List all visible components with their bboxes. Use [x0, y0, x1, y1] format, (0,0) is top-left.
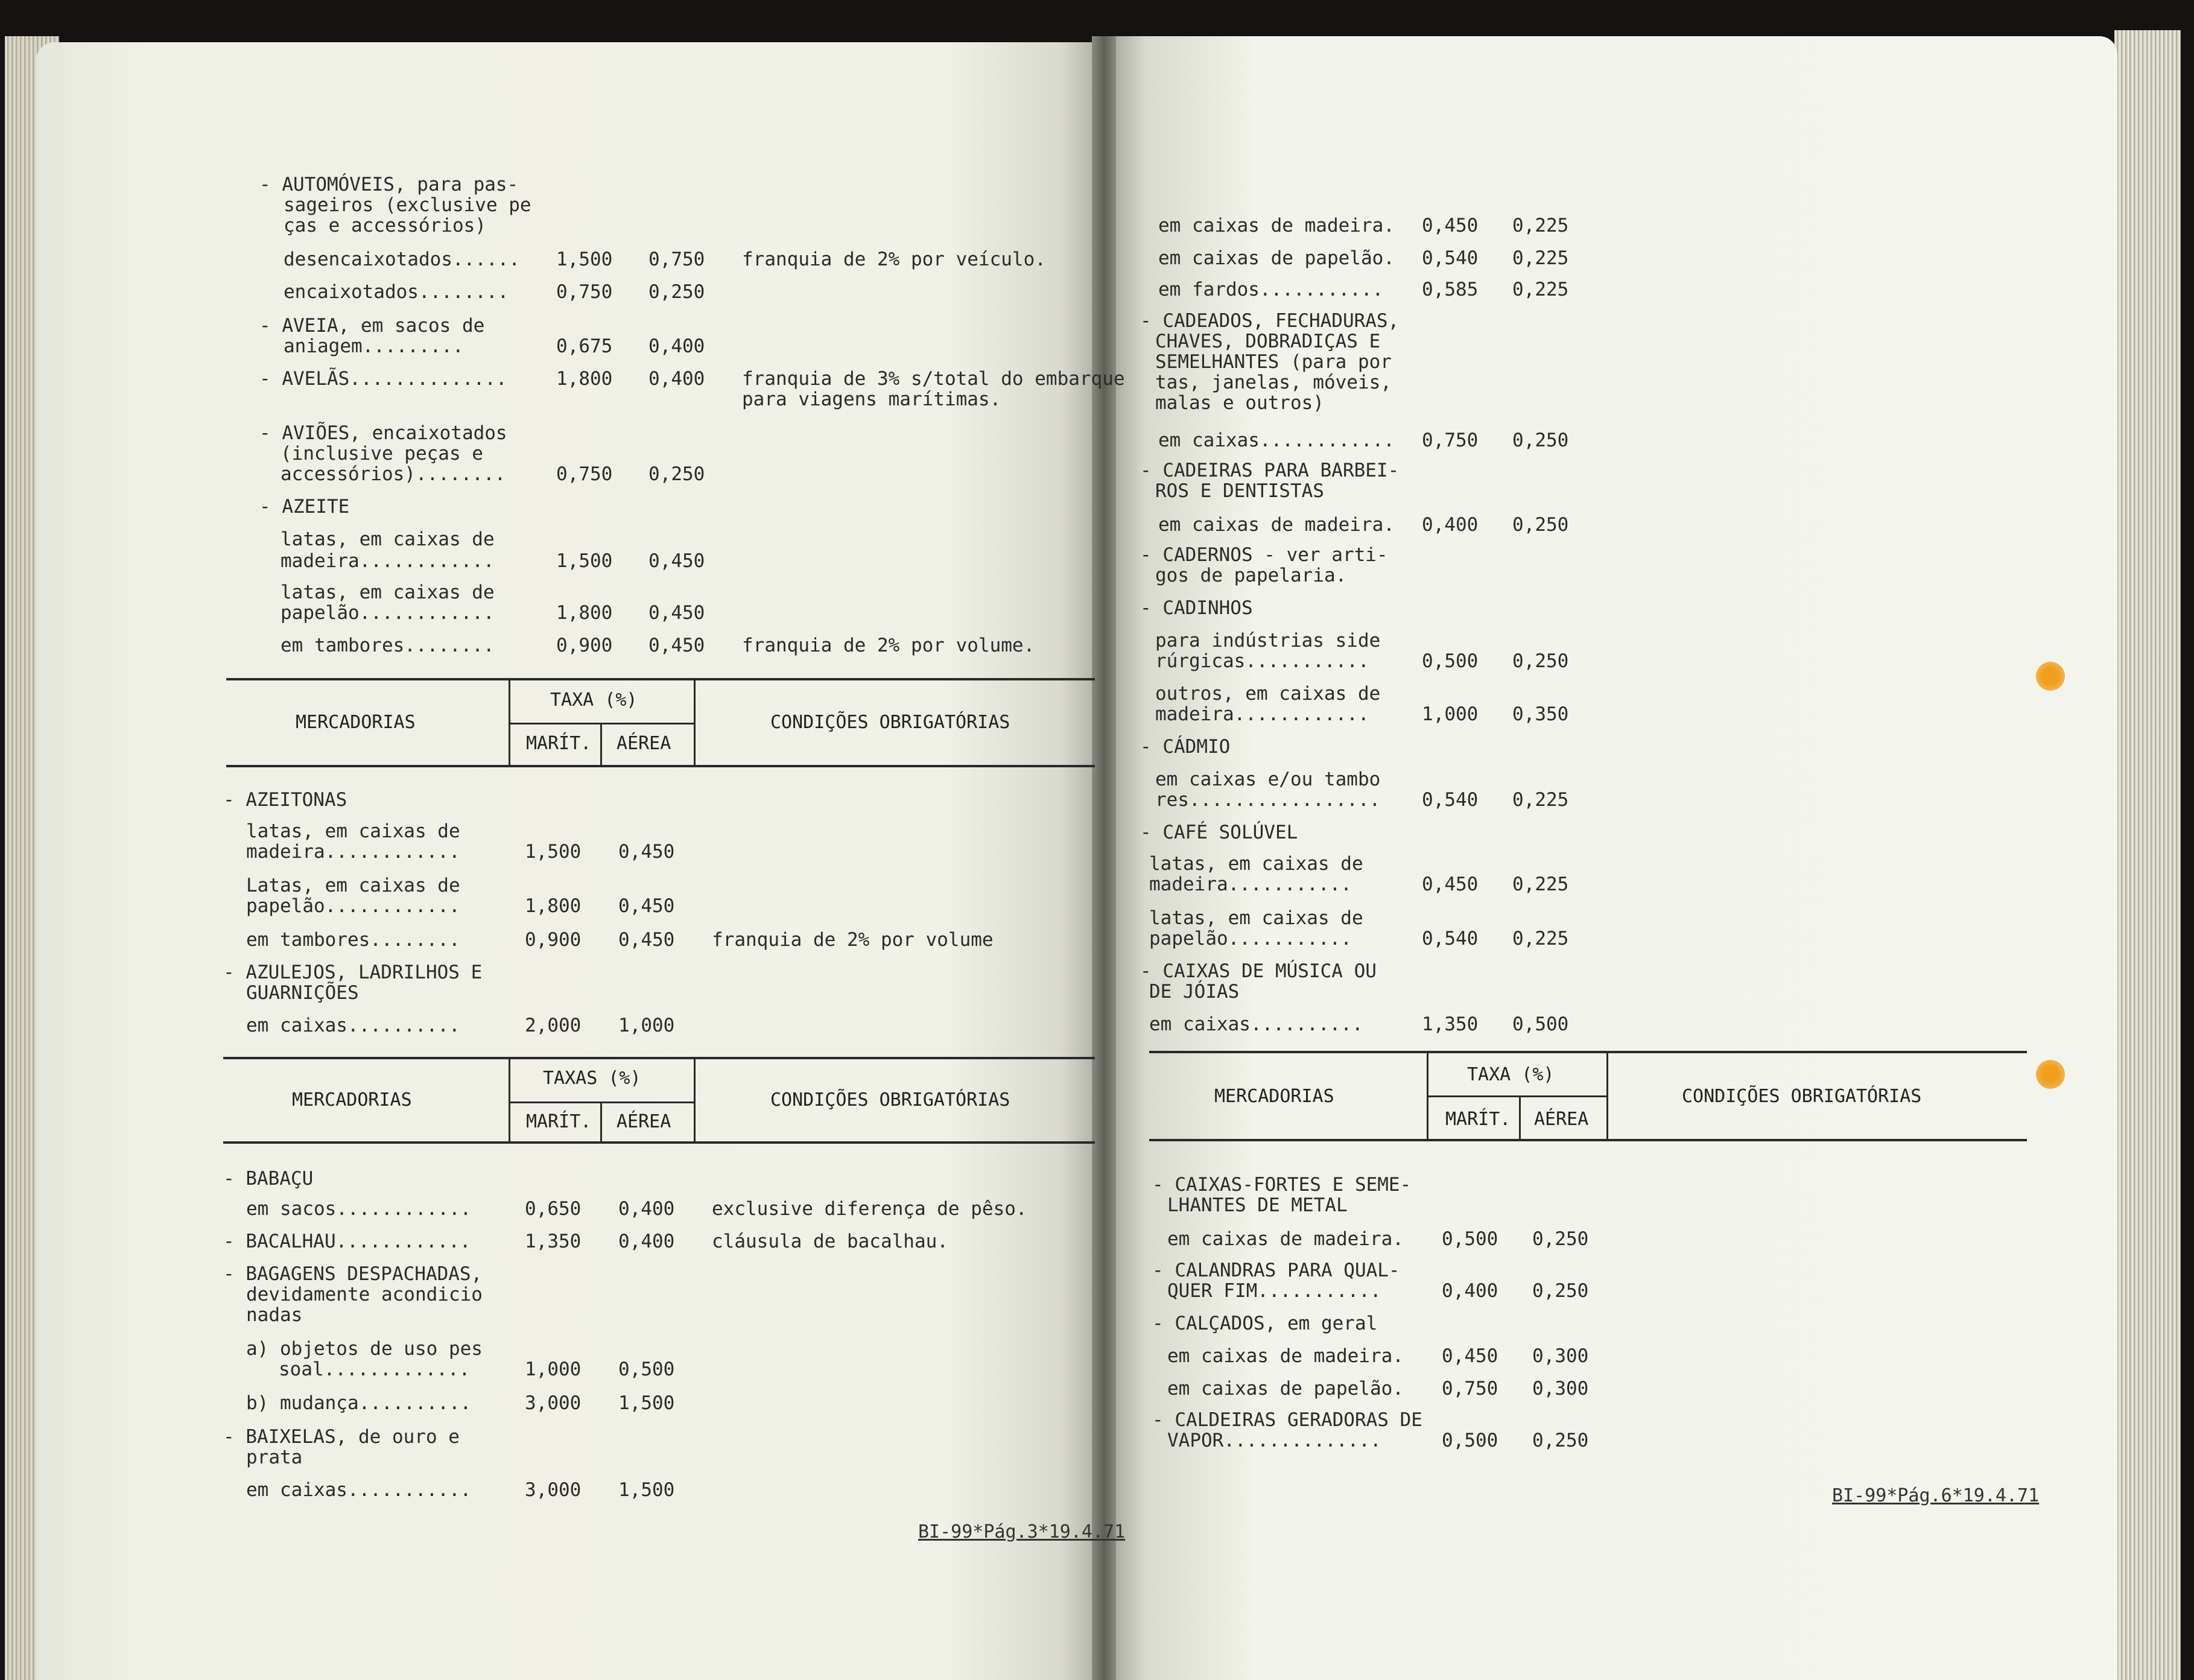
item-text: - AUTOMÓVEIS, para pas-	[259, 174, 519, 195]
item-rate-marit: 0,650	[525, 1198, 582, 1220]
item-rate-aerea: 0,225	[1512, 279, 1569, 300]
item-rate-marit: 1,000	[1422, 703, 1479, 725]
item-text: - AVIÕES, encaixotados	[259, 422, 507, 444]
item-text: - AVEIA, em sacos de	[259, 315, 485, 337]
item-text: papelão............	[281, 602, 495, 624]
item-rate-aerea: 0,225	[1512, 215, 1569, 236]
item-text: em caixas de papelão.	[1167, 1378, 1404, 1399]
item-text: - BAIXELAS, de ouro e	[223, 1426, 460, 1448]
item-text: - CADEIRAS PARA BARBEI-	[1140, 460, 1400, 481]
header-mercadorias: MERCADORIAS	[292, 1089, 412, 1111]
item-rate-marit: 0,750	[556, 281, 613, 303]
item-text: em sacos............	[246, 1198, 472, 1220]
item-text: outros, em caixas de	[1155, 683, 1381, 705]
right-page-edges	[2114, 30, 2181, 1680]
item-text: - CADINHOS	[1140, 597, 1253, 619]
item-rate-aerea: 0,250	[1532, 1430, 1589, 1451]
header-marit: MARÍT.	[1445, 1109, 1511, 1130]
item-text: em tambores........	[281, 635, 495, 656]
item-rate-aerea: 0,400	[648, 335, 705, 357]
item-text: latas, em caixas de	[281, 528, 495, 550]
item-text: para indústrias side	[1155, 630, 1381, 651]
item-rate-marit: 3,000	[525, 1392, 582, 1414]
item-rate-marit: 2,000	[525, 1015, 582, 1036]
item-text: em caixas..........	[246, 1015, 460, 1036]
item-text: ROS E DENTISTAS	[1155, 480, 1324, 502]
item-text: b) mudança..........	[246, 1392, 472, 1414]
item-rate-marit: 1,350	[525, 1231, 582, 1252]
header-condicoes: CONDIÇÕES OBRIGATÓRIAS	[770, 1089, 1010, 1111]
header-aerea: AÉREA	[617, 1111, 671, 1132]
item-rate-aerea: 1,500	[618, 1479, 675, 1501]
item-text: em caixas de madeira.	[1167, 1345, 1404, 1367]
item-rate-marit: 0,540	[1422, 247, 1479, 269]
header-taxa: TAXA (%)	[1467, 1064, 1555, 1085]
item-text: - CAIXAS-FORTES E SEME-	[1152, 1174, 1412, 1196]
item-text: em caixas de papelão.	[1158, 247, 1395, 269]
item-rate-marit: 0,540	[1422, 789, 1479, 811]
item-rate-marit: 0,675	[556, 335, 613, 357]
orange-stain	[2036, 662, 2065, 691]
item-rate-marit: 0,500	[1442, 1430, 1498, 1451]
item-rate-marit: 0,500	[1422, 650, 1479, 672]
item-text: - AVELÃS..............	[259, 368, 507, 390]
item-rate-aerea: 0,250	[1532, 1228, 1589, 1250]
item-rate-marit: 1,500	[556, 249, 613, 270]
item-text: res.................	[1155, 789, 1381, 811]
item-text: a) objetos de uso pes	[246, 1338, 483, 1360]
item-text: encaixotados........	[284, 281, 509, 303]
item-rate-marit: 0,900	[556, 635, 613, 656]
item-text: - CADERNOS - ver arti-	[1140, 544, 1388, 566]
item-rate-marit: 0,750	[1422, 430, 1479, 451]
item-rate-aerea: 1,000	[618, 1015, 675, 1036]
item-text: GUARNIÇÕES	[246, 982, 359, 1004]
item-text: VAPOR..............	[1167, 1430, 1381, 1451]
item-text: papelão............	[246, 895, 460, 917]
item-text: latas, em caixas de	[246, 820, 460, 842]
item-rate-marit: 0,900	[525, 929, 582, 951]
item-rate-aerea: 0,500	[618, 1358, 675, 1380]
header-condicoes: CONDIÇÕES OBRIGATÓRIAS	[770, 712, 1010, 733]
item-rate-marit: 1,800	[556, 602, 613, 624]
item-text: tas, janelas, móveis,	[1155, 372, 1392, 393]
orange-stain	[2036, 1060, 2065, 1089]
item-rate-aerea: 0,250	[648, 281, 705, 303]
item-text: - CÁDMIO	[1140, 736, 1231, 758]
item-text: em caixas..........	[1149, 1013, 1363, 1035]
item-text: aniagem.........	[284, 335, 464, 357]
item-text: SEMELHANTES (para por	[1155, 351, 1392, 373]
item-text: LHANTES DE METAL	[1167, 1194, 1348, 1216]
item-text: nadas	[246, 1304, 303, 1326]
book-spine	[1092, 36, 1116, 1680]
item-rate-aerea: 0,250	[648, 463, 705, 485]
item-text: - BACALHAU............	[223, 1231, 471, 1252]
header-mercadorias: MERCADORIAS	[296, 712, 416, 733]
item-text: - BABAÇU	[223, 1168, 314, 1190]
item-text: devidamente acondicio	[246, 1284, 483, 1305]
item-rate-marit: 1,500	[525, 841, 582, 863]
item-rate-marit: 0,540	[1422, 928, 1479, 949]
item-text: madeira............	[1155, 703, 1369, 725]
item-text: madeira............	[281, 550, 495, 572]
item-text: Latas, em caixas de	[246, 875, 460, 896]
header-condicoes: CONDIÇÕES OBRIGATÓRIAS	[1682, 1086, 1922, 1107]
item-text: madeira...........	[1149, 873, 1352, 895]
item-text: prata	[246, 1447, 303, 1468]
item-rate-marit: 3,000	[525, 1479, 582, 1501]
item-rate-aerea: 0,225	[1512, 928, 1569, 949]
item-rate-marit: 0,500	[1442, 1228, 1498, 1250]
item-text: - AZEITONAS	[223, 789, 347, 811]
item-text: em caixas............	[1158, 430, 1395, 451]
item-text: - CADEADOS, FECHADURAS,	[1140, 310, 1400, 332]
item-rate-aerea: 0,500	[1512, 1013, 1569, 1035]
item-rate-marit: 0,450	[1422, 873, 1479, 895]
item-text: latas, em caixas de	[1149, 853, 1363, 875]
item-rate-marit: 0,400	[1442, 1280, 1498, 1302]
item-text: em tambores........	[246, 929, 460, 951]
item-text: latas, em caixas de	[1149, 907, 1363, 929]
item-rate-marit: 1,000	[525, 1358, 582, 1380]
item-condition: franquia de 2% por veículo.	[742, 249, 1046, 270]
item-rate-aerea: 0,750	[648, 249, 705, 270]
item-text: - AZEITE	[259, 496, 350, 518]
page-footer-left: BI-99*Pág.3*19.4.71	[918, 1521, 1126, 1542]
item-text: em caixas de madeira.	[1158, 514, 1395, 536]
item-rate-aerea: 0,350	[1512, 703, 1569, 725]
header-aerea: AÉREA	[1534, 1109, 1589, 1130]
item-text: sageiros (exclusive pe	[284, 194, 531, 216]
item-text: accessórios)........	[281, 463, 506, 485]
item-rate-aerea: 0,250	[1532, 1280, 1589, 1302]
item-rate-aerea: 0,450	[648, 550, 705, 572]
header-taxa: TAXAS (%)	[543, 1068, 641, 1089]
item-condition: para viagens marítimas.	[742, 388, 1001, 410]
header-marit: MARÍT.	[526, 733, 592, 754]
item-text: - BAGAGENS DESPACHADAS,	[223, 1263, 483, 1285]
item-text: gos de papelaria.	[1155, 565, 1347, 586]
item-text: (inclusive peças e	[281, 443, 483, 464]
item-text: em caixas...........	[246, 1479, 472, 1501]
item-rate-marit: 0,750	[556, 463, 613, 485]
item-rate-aerea: 0,450	[618, 929, 675, 951]
header-aerea: AÉREA	[617, 733, 671, 754]
item-condition: franquia de 3% s/total do embarque	[742, 368, 1125, 390]
item-rate-aerea: 0,400	[618, 1231, 675, 1252]
item-rate-aerea: 1,500	[618, 1392, 675, 1414]
header-marit: MARÍT.	[526, 1111, 592, 1132]
item-rate-aerea: 0,225	[1512, 873, 1569, 895]
item-rate-marit: 0,585	[1422, 279, 1479, 300]
item-text: ças e accessórios)	[284, 215, 486, 236]
item-rate-aerea: 0,450	[648, 635, 705, 656]
item-text: DE JÓIAS	[1149, 981, 1240, 1003]
item-text: em caixas de madeira.	[1158, 215, 1395, 236]
header-mercadorias: MERCADORIAS	[1214, 1086, 1334, 1107]
item-rate-aerea: 0,450	[618, 841, 675, 863]
page-footer-right: BI-99*Pág.6*19.4.71	[1832, 1485, 2040, 1506]
item-text: rúrgicas...........	[1155, 650, 1369, 672]
item-text: - AZULEJOS, LADRILHOS E	[223, 962, 483, 983]
item-condition: cláusula de bacalhau.	[712, 1231, 948, 1252]
item-rate-aerea: 0,400	[618, 1198, 675, 1220]
item-text: em fardos...........	[1158, 279, 1384, 300]
item-rate-aerea: 0,250	[1512, 650, 1569, 672]
item-rate-aerea: 0,300	[1532, 1345, 1589, 1367]
item-rate-aerea: 0,225	[1512, 789, 1569, 811]
item-rate-marit: 0,750	[1442, 1378, 1498, 1399]
item-condition: exclusive diferença de pêso.	[712, 1198, 1027, 1220]
item-text: - CALANDRAS PARA QUAL-	[1152, 1260, 1400, 1281]
item-rate-aerea: 0,450	[618, 895, 675, 917]
item-rate-aerea: 0,250	[1512, 514, 1569, 536]
item-text: - CAIXAS DE MÚSICA OU	[1140, 960, 1377, 982]
header-taxa: TAXA (%)	[550, 689, 638, 711]
item-rate-aerea: 0,225	[1512, 247, 1569, 269]
item-condition: franquia de 2% por volume.	[742, 635, 1035, 656]
item-text: - CALDEIRAS GERADORAS DE	[1152, 1409, 1422, 1431]
item-text: malas e outros)	[1155, 392, 1324, 414]
item-text: - CAFÉ SOLÚVEL	[1140, 822, 1298, 843]
item-text: CHAVES, DOBRADIÇAS E	[1155, 331, 1381, 352]
item-text: latas, em caixas de	[281, 582, 495, 603]
item-rate-marit: 1,800	[556, 368, 613, 390]
item-text: madeira............	[246, 841, 460, 863]
item-rate-aerea: 0,400	[648, 368, 705, 390]
item-text: QUER FIM...........	[1167, 1280, 1381, 1302]
item-rate-aerea: 0,450	[648, 602, 705, 624]
item-rate-aerea: 0,300	[1532, 1378, 1589, 1399]
item-rate-marit: 1,350	[1422, 1013, 1479, 1035]
item-text: desencaixotados......	[284, 249, 520, 270]
item-rate-marit: 0,450	[1442, 1345, 1498, 1367]
item-text: soal.............	[279, 1358, 471, 1380]
item-rate-marit: 1,500	[556, 550, 613, 572]
item-text: papelão...........	[1149, 928, 1352, 949]
item-text: em caixas e/ou tambo	[1155, 769, 1381, 790]
item-condition: franquia de 2% por volume	[712, 929, 994, 951]
item-rate-marit: 0,400	[1422, 514, 1479, 536]
item-text: - CALÇADOS, em geral	[1152, 1313, 1378, 1334]
item-text: em caixas de madeira.	[1167, 1228, 1404, 1250]
item-rate-marit: 0,450	[1422, 215, 1479, 236]
item-rate-marit: 1,800	[525, 895, 582, 917]
item-rate-aerea: 0,250	[1512, 430, 1569, 451]
